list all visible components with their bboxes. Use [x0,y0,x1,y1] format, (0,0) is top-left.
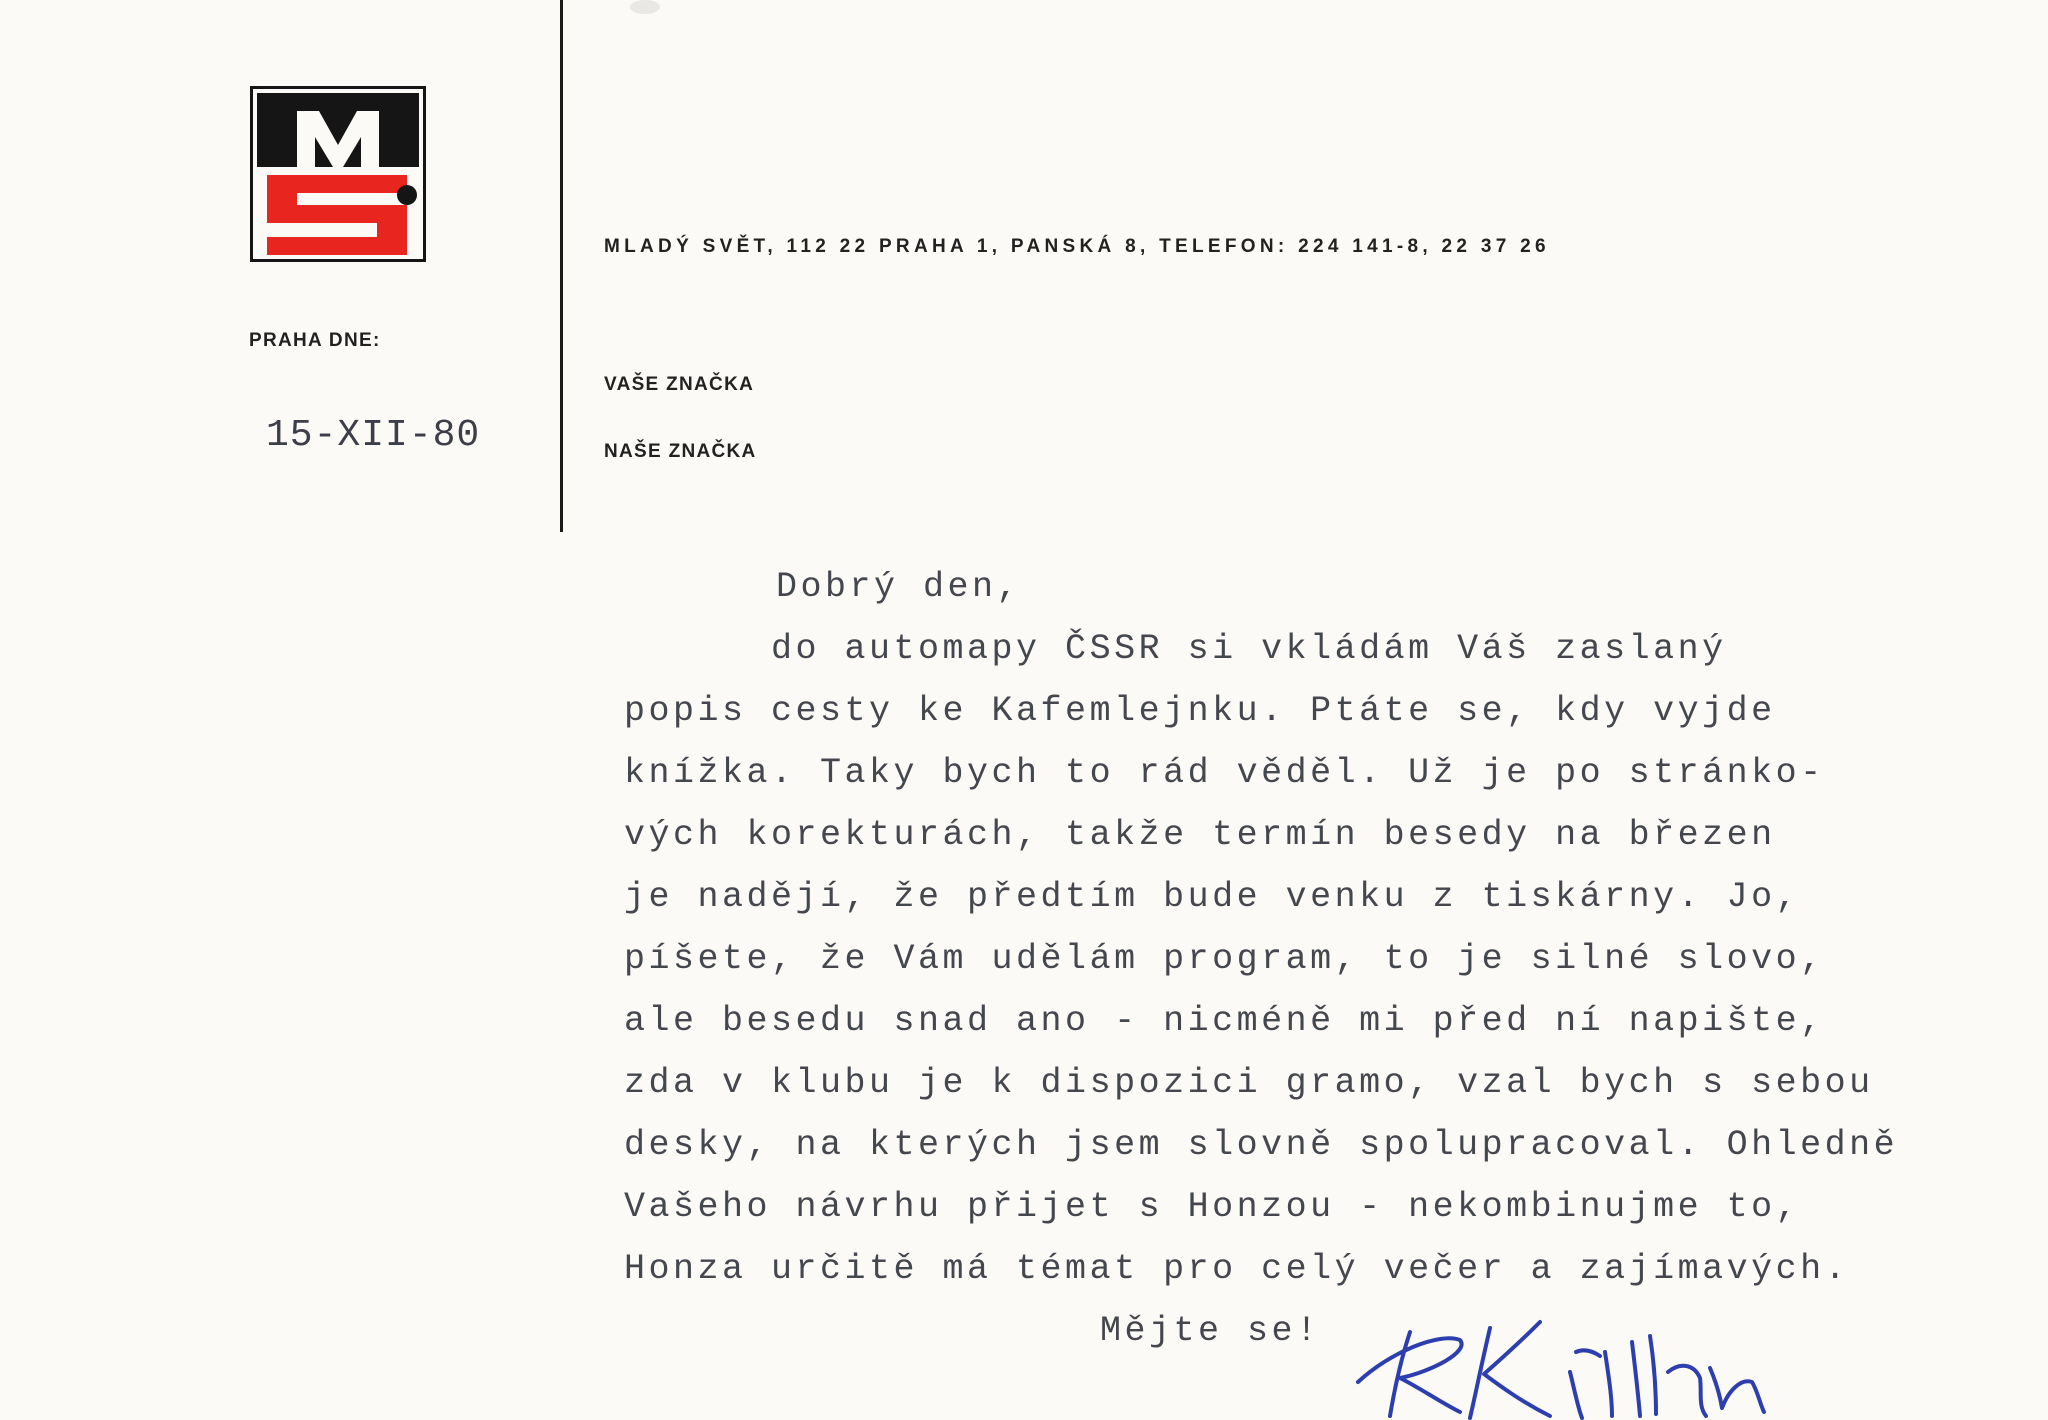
our-reference-label: NAŠE ZNAČKA [604,441,757,462]
letter-greeting: Dobrý den, [776,567,1022,607]
date-label: PRAHA DNE: [249,330,381,351]
handwritten-signature [1350,1312,1770,1420]
letter-line: ale besedu snad ano - nicméně mi před ní napište, [624,1001,1825,1041]
letter-line: desky, na kterých jsem slovně spolupracoval. Ohledně [624,1125,1899,1165]
ms-logo [250,86,426,262]
letter-line: píšete, že Vám udělám program, to je silné slovo, [624,939,1825,979]
letter-body [624,556,2004,1362]
letter-line: zda v klubu je k dispozici gramo, vzal bych s sebou [624,1063,1874,1103]
letter-closing: Mějte se! [1100,1311,1321,1351]
letterhead-address: MLADÝ SVĚT, 112 22 PRAHA 1, PANSKÁ 8, TELEFON: 224 141-8, 22 37 26 [604,236,1550,257]
letter-line: do automapy ČSSR si vkládám Váš zaslaný [624,629,1727,669]
letter-line: Honza určitě má témat pro celý večer a zajímavých. [624,1249,1850,1289]
letter-line: vých korekturách, takže termín besedy na březen [624,815,1776,855]
ms-logo-graphic [257,93,419,255]
paper-smudge [630,0,660,14]
letter-date: 15-XII-80 [266,414,481,457]
letter-line: popis cesty ke Kafemlejnku. Ptáte se, kdy vyjde [624,691,1776,731]
letter-line: knížka. Taky bych to rád věděl. Už je po stránko- [624,753,1825,793]
letter-line: Vašeho návrhu přijet s Honzou - nekombinujme to, [624,1187,1801,1227]
letter-line: je nadějí, že předtím bude venku z tiskárny. Jo, [624,877,1801,917]
vertical-divider [560,0,563,532]
your-reference-label: VAŠE ZNAČKA [604,374,755,395]
